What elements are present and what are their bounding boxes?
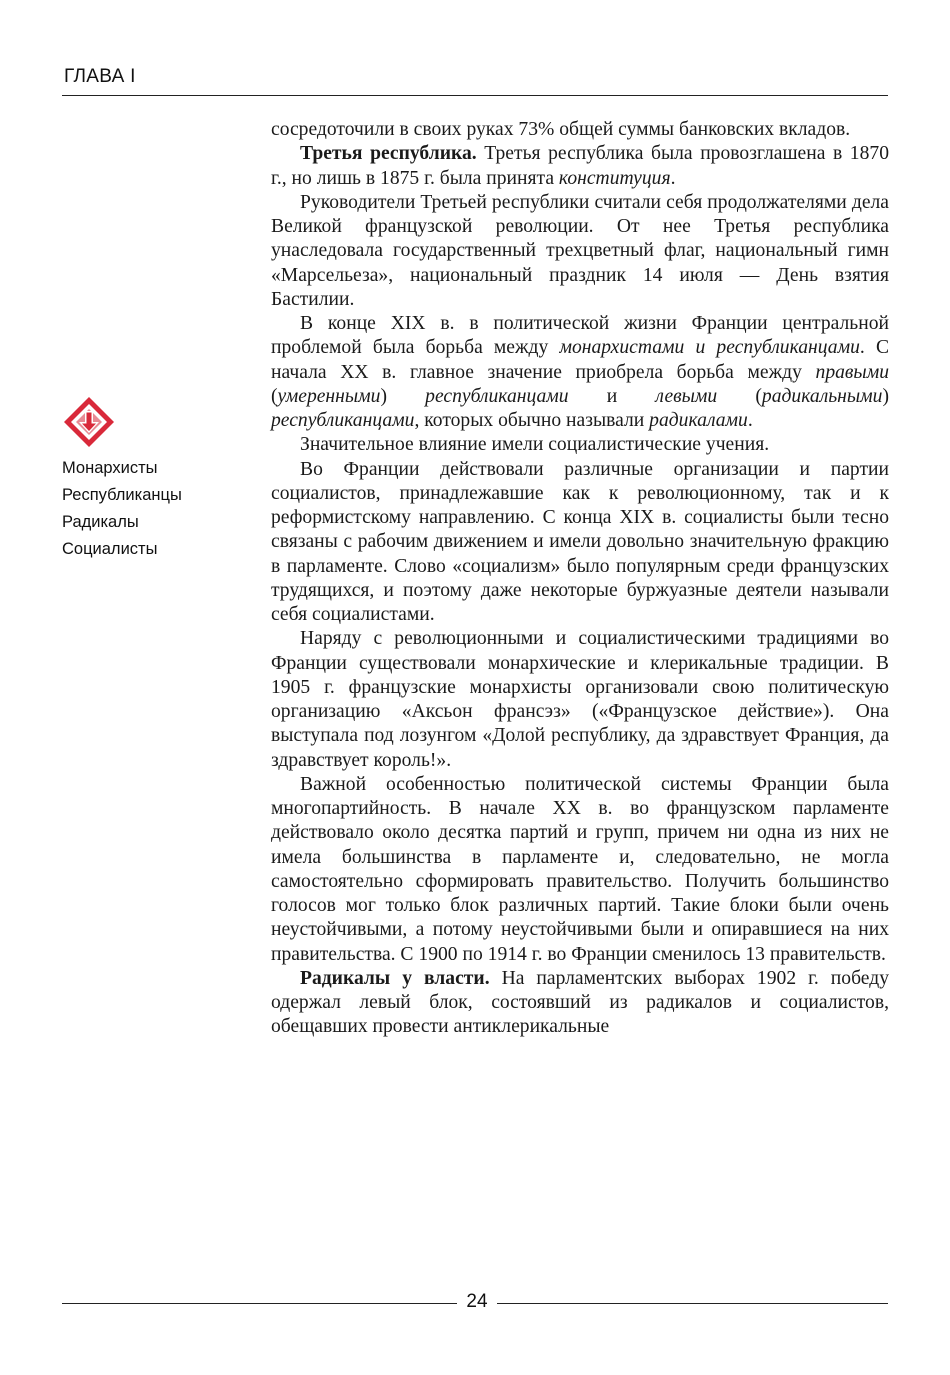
paragraph	[271, 142, 889, 191]
paragraph-text	[684, 337, 695, 358]
key-term: Республиканцы	[62, 486, 182, 504]
paragraph-text: В конце XIX в. в политической жизни Франции центральной проблемой была борьба между	[271, 313, 889, 359]
paragraph-text: и	[568, 385, 656, 407]
term: монархистами	[559, 337, 685, 359]
section-heading-radicals: Радикалы у власти.	[300, 967, 490, 989]
key-term: Монархисты	[62, 459, 158, 477]
paragraph-text: )	[380, 385, 426, 407]
term: левыми	[655, 385, 718, 407]
paragraph	[271, 312, 889, 433]
key-terms-list	[62, 455, 257, 563]
section-heading-third-republic: Третья республика.	[300, 143, 477, 165]
paragraph	[271, 967, 889, 1040]
key-term: Социалисты	[62, 540, 158, 558]
term: радикалами	[649, 410, 748, 431]
term: умеренными	[277, 385, 381, 407]
term: республиканцами	[271, 410, 415, 431]
margin-sidebar	[62, 395, 257, 563]
paragraph-text: (	[717, 385, 762, 407]
page-number: 24	[466, 1291, 488, 1312]
term-constitution: конституция	[558, 167, 671, 189]
paragraph-text: . С начала XX в. главное значение приобрела борьба между	[271, 337, 890, 383]
paragraph-text: .	[670, 167, 676, 189]
header-divider	[62, 95, 888, 96]
term: правыми	[815, 361, 889, 383]
paragraph-text: На парламентских выборах 1902 г. победу одержал левый блок, состоявший из радикалов и социалистов, обещавших провести антиклерикальные	[271, 967, 889, 1038]
paragraph: сосредоточили в своих руках 73% общей суммы банковских вкладов.	[271, 119, 851, 140]
paragraph: Наряду с революционными и социалистическими традициями во Франции существовали монархические и клерикальные традиции. В 1905 г. французские монархисты организовали свою политическую организацию «Аксьон франсэз» («Французское действие»). Она выступала под лозунгом «Долой республику, да здравствует Франция, да здравствует король!».	[271, 628, 889, 771]
paragraph-text: Третья республика была провозглашена в 1870 г., но лишь в 1875 г. была принята	[271, 143, 889, 189]
chapter-heading: ГЛАВА I	[64, 66, 136, 87]
paragraph: Руководители Третьей республики считали себя продолжателями дела Великой французской революции. От нее Третья республика унаследовала государственный трехцветный флаг, национальный гимн «Марсельеза», национальный праздник 14 июля — День взятия Бастилии.	[271, 191, 889, 310]
footer-divider-left	[62, 1303, 457, 1304]
paragraph: Важной особенностью политической системы Франции была многопартийность. В начале XX в. во французском парламенте действовало около десятка партий и групп, причем ни одна из них не имела большинства в парламенте и, следовательно, не могла самостоятельно сформировать правительство. Получить большинство голосов мог только блок различных партий. Такие блоки были очень неустойчивыми, а потому неустойчивыми были и опиравшиеся на них правительства. С 1900 по 1914 г. во Франции сменилось 13 правительств.	[271, 773, 889, 965]
paragraph-text: )	[882, 385, 889, 407]
paragraph-text: , которых обычно называли	[414, 410, 650, 431]
paragraph: Во Франции действовали различные организации и партии социалистов, принадлежавшие как к революционному, так и к реформистскому направлению. С конца XIX в. социалисты были тесно связаны с рабочим движением и имели довольно значительную фракцию в парламенте. Слово «социализм» было популярным среди французских трудящихся, и поэтому даже некоторые буржуазные деятели называли себя социалистами.	[271, 458, 889, 625]
key-term: Радикалы	[62, 513, 139, 531]
term: радикальными	[761, 385, 883, 407]
main-text	[271, 118, 889, 1040]
red-diamond-arrow-down-icon	[62, 395, 116, 449]
term: и республиканцами	[695, 337, 860, 359]
paragraph-text: (	[271, 385, 278, 407]
footer-divider-right	[497, 1303, 888, 1304]
term: республиканцами	[425, 385, 569, 407]
paragraph-text: .	[747, 410, 753, 431]
paragraph: Значительное влияние имели социалистические учения.	[300, 434, 770, 456]
